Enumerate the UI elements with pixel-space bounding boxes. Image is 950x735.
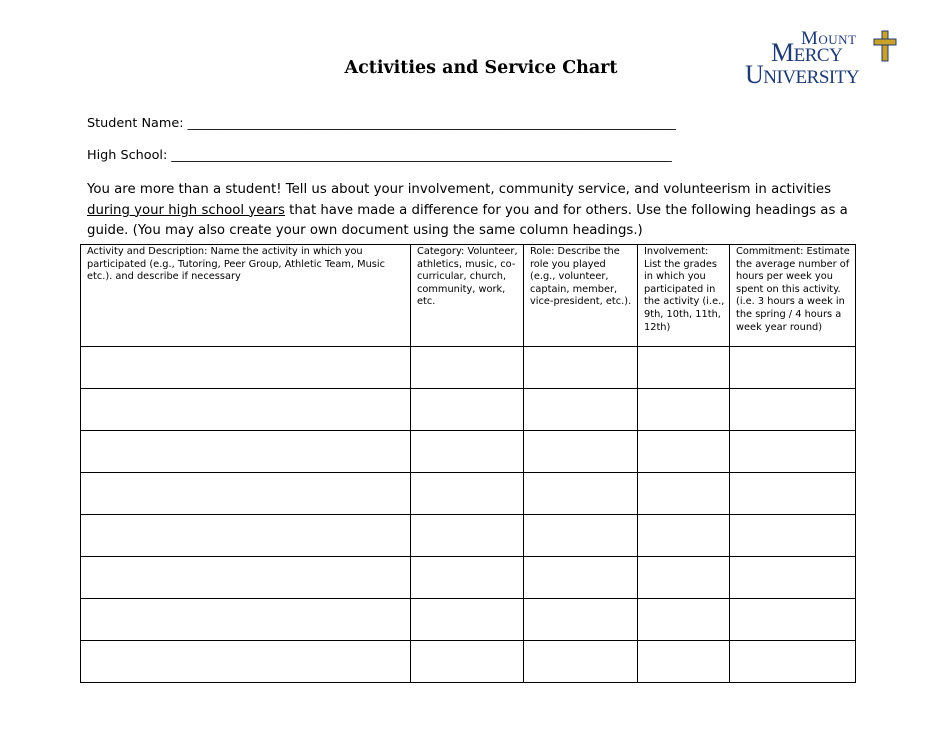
table-cell[interactable] — [81, 473, 411, 515]
table-cell[interactable] — [411, 515, 524, 557]
table-cell[interactable] — [638, 599, 730, 641]
logo-line3-cap: U — [745, 60, 764, 89]
intro-part2: that have made a difference for you and for others. Use the following headings as a guide. (You may also create your own document using the same column headings.) — [87, 202, 848, 238]
table-cell[interactable] — [730, 431, 856, 473]
logo-line1-rest: OUNT — [818, 32, 857, 47]
intro-paragraph — [87, 180, 857, 242]
table-header-row — [81, 245, 856, 347]
table-cell[interactable] — [81, 347, 411, 389]
table-cell[interactable] — [524, 473, 638, 515]
table-row — [81, 557, 856, 599]
table-cell[interactable] — [730, 641, 856, 683]
page-title: Activities and Service Chart — [344, 58, 618, 78]
table-cell[interactable] — [524, 641, 638, 683]
table-cell[interactable] — [638, 473, 730, 515]
table-cell[interactable] — [730, 515, 856, 557]
logo-word-university — [745, 60, 859, 90]
table-row — [81, 515, 856, 557]
table-cell[interactable] — [638, 431, 730, 473]
table-row — [81, 347, 856, 389]
table-body — [81, 347, 856, 683]
table-cell[interactable] — [524, 389, 638, 431]
logo-line3-rest: NIVERSITY — [763, 67, 860, 88]
table-cell[interactable] — [638, 347, 730, 389]
table-cell[interactable] — [638, 641, 730, 683]
cross-icon — [873, 30, 897, 62]
table-cell[interactable] — [81, 515, 411, 557]
table-row — [81, 641, 856, 683]
table-cell[interactable] — [411, 641, 524, 683]
header-activity: Activity and Description: Name the activity in which you participated (e.g., Tutoring, Peer Group, Athletic Team, Music etc.). and describe if necessary — [81, 245, 411, 347]
table-cell[interactable] — [524, 599, 638, 641]
logo-line2-cap: M — [771, 38, 794, 67]
table-cell[interactable] — [730, 473, 856, 515]
header-role: Role: Describe the role you played (e.g., volunteer, captain, member, vice-president, etc.). — [524, 245, 638, 347]
activities-table — [80, 244, 856, 683]
header-category: Category: Volunteer, athletics, music, co-curricular, church, community, work, etc. — [411, 245, 524, 347]
header-involvement: Involvement: List the grades in which you participated in the activity (i.e., 9th, 10th, 11th, 12th) — [638, 245, 730, 347]
header-commitment: Commitment: Estimate the average number of hours per week you spent on this activity. (i.e. 3 hours a week in the spring / 4 hours a week year round) — [730, 245, 856, 347]
intro-underlined: during your high school years — [87, 202, 285, 218]
table-cell[interactable] — [638, 557, 730, 599]
high-school-field[interactable] — [87, 148, 671, 163]
logo-line2-rest: ERCY — [793, 45, 843, 66]
high-school-label: High School: — [87, 148, 168, 163]
table-cell[interactable] — [730, 599, 856, 641]
table-cell[interactable] — [638, 515, 730, 557]
student-name-label: Student Name: — [87, 116, 184, 131]
table-row — [81, 599, 856, 641]
student-name-blank[interactable]: ________________________________________________________________________________ — [187, 116, 676, 131]
table-row — [81, 431, 856, 473]
table-cell[interactable] — [524, 515, 638, 557]
table-cell[interactable] — [411, 347, 524, 389]
logo-line1-cap: M — [801, 28, 819, 49]
table-cell[interactable] — [730, 389, 856, 431]
table-cell[interactable] — [411, 389, 524, 431]
high-school-blank[interactable]: __________________________________________________________________________________ — [171, 148, 672, 163]
table-cell[interactable] — [524, 431, 638, 473]
table-cell[interactable] — [81, 389, 411, 431]
table-cell[interactable] — [524, 557, 638, 599]
table-cell[interactable] — [411, 557, 524, 599]
table-cell[interactable] — [81, 557, 411, 599]
table-row — [81, 473, 856, 515]
table-cell[interactable] — [411, 431, 524, 473]
intro-part1: You are more than a student! Tell us about your involvement, community service, and volunteerism in activities — [87, 182, 832, 197]
table-cell[interactable] — [81, 431, 411, 473]
table-cell[interactable] — [411, 599, 524, 641]
university-logo — [745, 28, 905, 90]
table-cell[interactable] — [411, 473, 524, 515]
table-row — [81, 389, 856, 431]
table-cell[interactable] — [730, 557, 856, 599]
table-cell[interactable] — [730, 347, 856, 389]
student-name-field[interactable] — [87, 116, 675, 131]
table-cell[interactable] — [81, 641, 411, 683]
table-cell[interactable] — [638, 389, 730, 431]
table-cell[interactable] — [524, 347, 638, 389]
table-cell[interactable] — [81, 599, 411, 641]
